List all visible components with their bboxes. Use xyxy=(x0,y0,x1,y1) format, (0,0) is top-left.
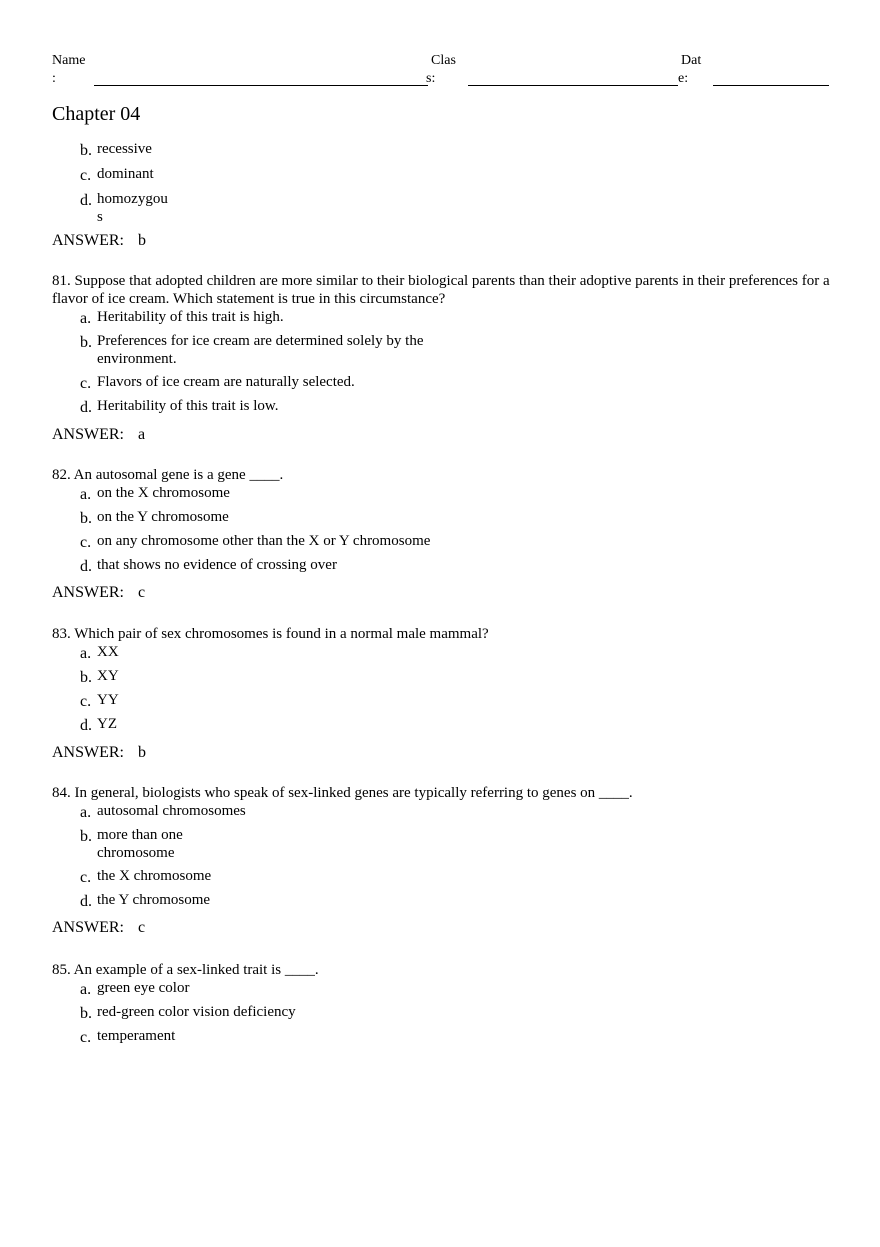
option-text: more than one chromosome xyxy=(97,827,183,861)
option-text: on the X chromosome xyxy=(97,485,230,501)
date-label-suffix: e: xyxy=(678,71,689,86)
option-text: YZ xyxy=(97,716,117,732)
option-text: Preferences for ice cream are determined solely by the environment. xyxy=(97,333,424,367)
option-84-b xyxy=(52,826,212,867)
option-letter: c. xyxy=(80,693,92,710)
option-text: the X chromosome xyxy=(97,868,212,884)
option-text: temperament xyxy=(97,1028,176,1044)
name-label: Name xyxy=(52,53,86,68)
option-81-d xyxy=(52,397,842,415)
answer-81 xyxy=(52,426,145,444)
date-label: Dat xyxy=(681,53,702,68)
option-letter: b. xyxy=(80,828,92,845)
option-letter: c. xyxy=(80,167,92,184)
answer-value: c xyxy=(138,584,146,601)
chapter-title: Chapter 04 xyxy=(52,103,141,125)
name-field-line xyxy=(94,85,428,86)
option-text: YY xyxy=(97,692,119,708)
option-text: the Y chromosome xyxy=(97,892,211,908)
answer-value: b xyxy=(138,232,146,249)
class-label-suffix: s: xyxy=(426,71,436,86)
option-letter: d. xyxy=(80,192,92,209)
option-82-b xyxy=(52,508,842,532)
option-81-a xyxy=(52,308,842,332)
option-text: red-green color vision deficiency xyxy=(97,1004,296,1020)
name-label-colon: : xyxy=(52,71,56,86)
option-letter: d. xyxy=(80,558,92,575)
option-text: Flavors of ice cream are naturally selected. xyxy=(97,374,355,390)
option-letter: c. xyxy=(80,1029,92,1046)
option-letter: b. xyxy=(80,1005,92,1022)
answer-value: b xyxy=(138,744,146,761)
option-text: Heritability of this trait is high. xyxy=(97,309,284,325)
option-letter: b. xyxy=(80,142,92,159)
option-83-b xyxy=(52,667,842,691)
question-text: 84. In general, biologists who speak of sex-linked genes are typically referring to genes on ____. xyxy=(52,785,633,801)
answer-label: ANSWER: xyxy=(52,919,124,936)
class-field-line xyxy=(468,85,678,86)
question-text: 82. An autosomal gene is a gene ____. xyxy=(52,467,284,483)
option-letter: a. xyxy=(80,310,92,327)
option-text: on the Y chromosome xyxy=(97,509,229,525)
option-letter: b. xyxy=(80,334,92,351)
option-letter: d. xyxy=(80,893,92,910)
question-text: 85. An example of a sex-linked trait is ____. xyxy=(52,962,319,978)
option-text: XX xyxy=(97,644,119,660)
option-letter: c. xyxy=(80,869,92,886)
answer-82 xyxy=(52,584,145,602)
option-text: autosomal chromosomes xyxy=(97,803,246,819)
question-80 xyxy=(52,140,842,226)
option-text: that shows no evidence of crossing over xyxy=(97,557,337,573)
option-82-c xyxy=(52,532,842,556)
answer-value: a xyxy=(138,426,146,443)
option-83-a xyxy=(52,643,842,667)
answer-label: ANSWER: xyxy=(52,232,124,249)
answer-80 xyxy=(52,232,146,250)
option-letter: c. xyxy=(80,534,92,551)
date-field-line xyxy=(713,85,829,86)
option-80-d xyxy=(52,190,177,226)
option-letter: a. xyxy=(80,981,92,998)
option-82-d xyxy=(52,556,842,574)
option-text: green eye color xyxy=(97,980,190,996)
question-text: 83. Which pair of sex chromosomes is found in a normal male mammal? xyxy=(52,626,489,642)
question-81 xyxy=(52,272,842,415)
question-text: 81. Suppose that adopted children are more similar to their biological parents than their adoptive parents in their preferences for a flavor of ice cream. Which statement is true in this circumstance? xyxy=(52,273,830,307)
option-85-a xyxy=(52,979,842,1003)
answer-83 xyxy=(52,744,146,762)
answer-84 xyxy=(52,919,145,937)
option-text: dominant xyxy=(97,166,154,182)
question-84 xyxy=(52,784,842,909)
question-82 xyxy=(52,466,842,574)
option-85-c xyxy=(52,1027,842,1045)
option-letter: b. xyxy=(80,669,92,686)
option-81-c xyxy=(52,373,842,397)
option-letter: b. xyxy=(80,510,92,527)
option-text: on any chromosome other than the X or Y chromosome xyxy=(97,533,431,549)
option-letter: a. xyxy=(80,645,92,662)
answer-label: ANSWER: xyxy=(52,426,124,443)
option-83-c xyxy=(52,691,842,715)
answer-value: c xyxy=(138,919,146,936)
option-text: XY xyxy=(97,668,119,684)
option-85-b xyxy=(52,1003,842,1027)
option-84-d xyxy=(52,891,842,909)
class-label: Clas xyxy=(431,53,456,68)
option-letter: a. xyxy=(80,804,92,821)
option-letter: d. xyxy=(80,399,92,416)
option-letter: c. xyxy=(80,375,92,392)
answer-label: ANSWER: xyxy=(52,744,124,761)
answer-label: ANSWER: xyxy=(52,584,124,601)
option-83-d xyxy=(52,715,842,733)
option-82-a xyxy=(52,484,842,508)
option-text: recessive xyxy=(97,141,152,157)
option-letter: a. xyxy=(80,486,92,503)
option-84-c xyxy=(52,867,842,891)
option-text: Heritability of this trait is low. xyxy=(97,398,279,414)
option-84-a xyxy=(52,802,842,826)
option-text: homozygou s xyxy=(97,191,168,225)
option-81-b xyxy=(52,332,457,373)
question-83 xyxy=(52,625,842,733)
option-letter: d. xyxy=(80,717,92,734)
option-80-c xyxy=(52,165,842,190)
question-85 xyxy=(52,961,842,1045)
option-80-b xyxy=(52,140,842,165)
